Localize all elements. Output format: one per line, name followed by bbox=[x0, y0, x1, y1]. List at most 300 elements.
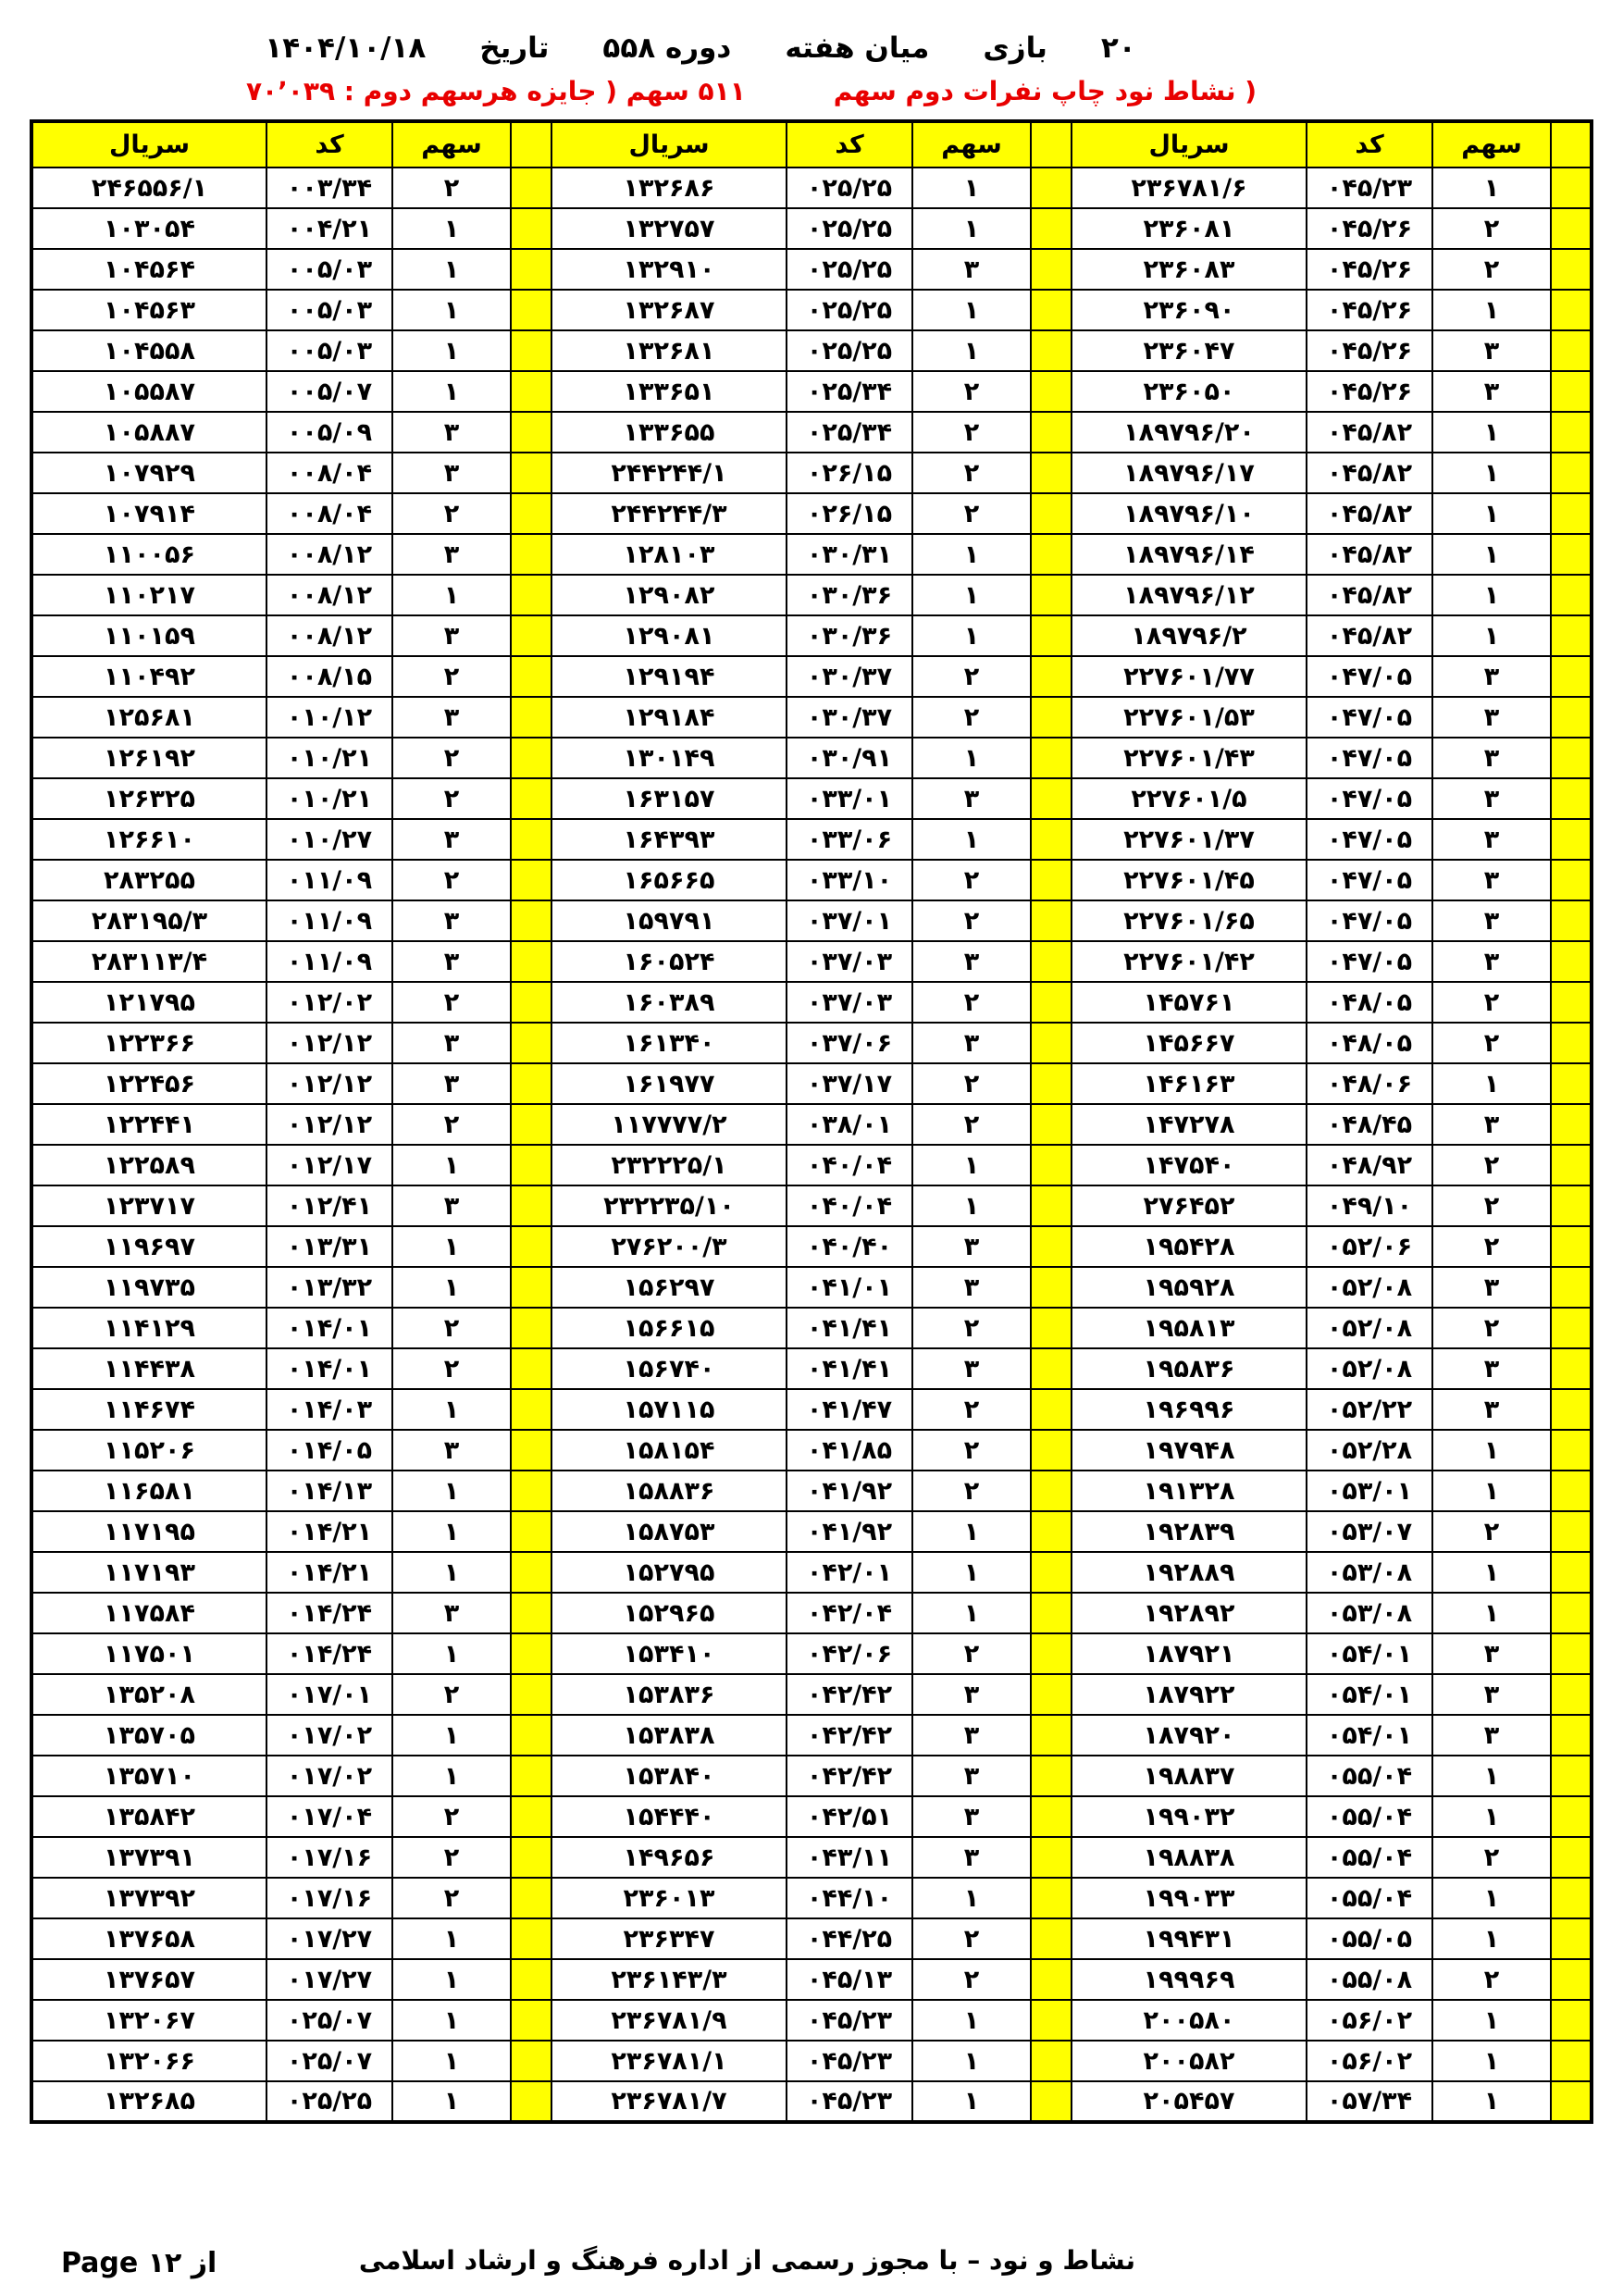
share-cell: ۲ bbox=[392, 1878, 511, 1918]
serial-cell: ۱۱۷۱۹۳ bbox=[31, 1552, 266, 1593]
serial-cell: ۲۲۷۶۰۱/۴۵ bbox=[1072, 860, 1307, 900]
round-number: دوره ۵۵۸ bbox=[602, 31, 732, 65]
code-cell: ۰۴۰/۰۴ bbox=[787, 1185, 912, 1226]
share-cell: ۱ bbox=[392, 1959, 511, 2000]
highlight-cell bbox=[511, 1959, 551, 2000]
table-row bbox=[31, 819, 1592, 860]
highlight-cell bbox=[511, 941, 551, 982]
serial-cell: ۱۱۴۱۲۹ bbox=[31, 1308, 266, 1348]
highlight-cell bbox=[511, 1104, 551, 1145]
serial-cell: ۱۶۴۳۹۳ bbox=[551, 819, 787, 860]
serial-cell: ۱۵۳۴۱۰ bbox=[551, 1633, 787, 1674]
code-cell: ۰۱۲/۱۲ bbox=[266, 1023, 392, 1063]
code-cell: ۰۰۵/۰۷ bbox=[266, 371, 392, 412]
serial-cell: ۱۶۱۹۷۷ bbox=[551, 1063, 787, 1104]
code-cell: ۰۴۰/۴۰ bbox=[787, 1226, 912, 1267]
code-cell: ۰۴۵/۲۶ bbox=[1307, 330, 1432, 371]
share-cell: ۱ bbox=[392, 2081, 511, 2122]
code-cell: ۰۱۷/۱۶ bbox=[266, 1837, 392, 1878]
highlight-cell bbox=[1031, 1715, 1072, 1756]
highlight-cell bbox=[511, 1430, 551, 1471]
code-cell: ۰۲۵/۲۵ bbox=[787, 208, 912, 249]
highlight-cell bbox=[1031, 1552, 1072, 1593]
serial-cell: ۱۲۹۰۸۱ bbox=[551, 615, 787, 656]
serial-cell: ۱۲۲۴۴۱ bbox=[31, 1104, 266, 1145]
highlight-cell bbox=[1551, 1389, 1592, 1430]
share-cell: ۱ bbox=[1432, 1918, 1551, 1959]
highlight-cell bbox=[1031, 941, 1072, 982]
table-row bbox=[31, 2081, 1592, 2122]
serial-cell: ۱۰۳۰۵۴ bbox=[31, 208, 266, 249]
share-cell: ۱ bbox=[912, 330, 1031, 371]
highlight-cell bbox=[1551, 2041, 1592, 2081]
highlight-cell bbox=[1031, 1918, 1072, 1959]
highlight-cell bbox=[511, 534, 551, 575]
serial-cell: ۱۳۲۷۵۷ bbox=[551, 208, 787, 249]
share-cell: ۲ bbox=[912, 493, 1031, 534]
code-cell: ۰۴۵/۸۲ bbox=[1307, 453, 1432, 493]
highlight-cell bbox=[1551, 168, 1592, 208]
code-cell: ۰۱۴/۲۴ bbox=[266, 1633, 392, 1674]
code-cell: ۰۵۵/۰۴ bbox=[1307, 1796, 1432, 1837]
serial-cell: ۲۸۳۲۵۵ bbox=[31, 860, 266, 900]
code-cell: ۰۲۵/۲۵ bbox=[787, 168, 912, 208]
share-cell: ۱ bbox=[1432, 575, 1551, 615]
highlight-cell bbox=[511, 1878, 551, 1918]
serial-cell: ۲۳۶۰۸۱ bbox=[1072, 208, 1307, 249]
code-cell: ۰۳۰/۳۶ bbox=[787, 615, 912, 656]
share-cell: ۳ bbox=[1432, 738, 1551, 778]
code-cell: ۰۵۲/۰۸ bbox=[1307, 1308, 1432, 1348]
highlight-cell bbox=[511, 1593, 551, 1633]
serial-cell: ۱۱۴۴۳۸ bbox=[31, 1348, 266, 1389]
code-cell: ۰۴۵/۸۲ bbox=[1307, 615, 1432, 656]
table-row bbox=[31, 493, 1592, 534]
subtitle-right-text: ( نشاط نود چاپ نفرات دوم سهم bbox=[833, 76, 1258, 106]
code-cell: ۰۴۷/۰۵ bbox=[1307, 941, 1432, 982]
highlight-cell bbox=[511, 778, 551, 819]
share-cell: ۲ bbox=[912, 860, 1031, 900]
header-serial: سریال bbox=[551, 121, 787, 168]
serial-cell: ۱۵۴۴۴۰ bbox=[551, 1796, 787, 1837]
code-cell: ۰۱۷/۲۷ bbox=[266, 1918, 392, 1959]
code-cell: ۰۲۵/۲۵ bbox=[266, 2081, 392, 2122]
share-cell: ۲ bbox=[392, 860, 511, 900]
code-cell: ۰۳۸/۰۱ bbox=[787, 1104, 912, 1145]
code-cell: ۰۳۰/۳۷ bbox=[787, 656, 912, 697]
code-cell: ۰۲۵/۳۴ bbox=[787, 412, 912, 453]
code-cell: ۰۰۸/۱۲ bbox=[266, 534, 392, 575]
share-cell: ۱ bbox=[1432, 2081, 1551, 2122]
code-cell: ۰۴۷/۰۵ bbox=[1307, 738, 1432, 778]
share-cell: ۳ bbox=[1432, 941, 1551, 982]
highlight-cell bbox=[511, 738, 551, 778]
serial-cell: ۱۳۲۹۱۰ bbox=[551, 249, 787, 290]
share-cell: ۳ bbox=[392, 819, 511, 860]
serial-cell: ۲۳۶۰۱۳ bbox=[551, 1878, 787, 1918]
table-row bbox=[31, 1063, 1592, 1104]
code-cell: ۰۳۳/۰۱ bbox=[787, 778, 912, 819]
code-cell: ۰۴۷/۰۵ bbox=[1307, 819, 1432, 860]
share-cell: ۱ bbox=[912, 168, 1031, 208]
code-cell: ۰۴۲/۰۱ bbox=[787, 1552, 912, 1593]
serial-cell: ۲۳۶۰۴۷ bbox=[1072, 330, 1307, 371]
code-cell: ۰۴۵/۱۳ bbox=[787, 1959, 912, 2000]
code-cell: ۰۳۷/۰۳ bbox=[787, 941, 912, 982]
serial-cell: ۱۱۹۶۹۷ bbox=[31, 1226, 266, 1267]
share-cell: ۱ bbox=[1432, 2000, 1551, 2041]
share-cell: ۱ bbox=[392, 1389, 511, 1430]
serial-cell: ۱۵۶۲۹۷ bbox=[551, 1267, 787, 1308]
share-cell: ۲ bbox=[392, 493, 511, 534]
share-cell: ۳ bbox=[1432, 819, 1551, 860]
share-cell: ۱ bbox=[912, 615, 1031, 656]
page-footer bbox=[0, 2237, 1623, 2279]
code-cell: ۰۴۵/۲۳ bbox=[1307, 168, 1432, 208]
date-value: ۱۴۰۴/۱۰/۱۸ bbox=[265, 31, 427, 65]
share-cell: ۲ bbox=[912, 1633, 1031, 1674]
table-row bbox=[31, 1674, 1592, 1715]
highlight-cell bbox=[1551, 1063, 1592, 1104]
serial-cell: ۱۵۶۶۱۵ bbox=[551, 1308, 787, 1348]
serial-cell: ۱۸۷۹۲۲ bbox=[1072, 1674, 1307, 1715]
highlight-cell bbox=[1551, 1430, 1592, 1471]
highlight-cell bbox=[1031, 1267, 1072, 1308]
serial-cell: ۲۳۶۷۸۱/۹ bbox=[551, 2000, 787, 2041]
serial-cell: ۱۴۵۷۶۱ bbox=[1072, 982, 1307, 1023]
code-cell: ۰۴۸/۴۵ bbox=[1307, 1104, 1432, 1145]
table-row bbox=[31, 1023, 1592, 1063]
highlight-cell bbox=[1031, 1308, 1072, 1348]
code-cell: ۰۱۲/۴۱ bbox=[266, 1185, 392, 1226]
code-cell: ۰۵۲/۲۸ bbox=[1307, 1430, 1432, 1471]
highlight-cell bbox=[511, 656, 551, 697]
highlight-cell bbox=[1031, 1348, 1072, 1389]
code-cell: ۰۴۷/۰۵ bbox=[1307, 656, 1432, 697]
share-cell: ۲ bbox=[912, 412, 1031, 453]
code-cell: ۰۰۸/۱۵ bbox=[266, 656, 392, 697]
code-cell: ۰۵۳/۰۸ bbox=[1307, 1593, 1432, 1633]
table-row bbox=[31, 1226, 1592, 1267]
share-cell: ۱ bbox=[1432, 615, 1551, 656]
license-text: نشاط و نود – با مجوز رسمی از اداره فرهنگ و ارشاد اسلامی bbox=[358, 2245, 1135, 2276]
share-cell: ۱ bbox=[392, 1226, 511, 1267]
serial-cell: ۲۳۶۰۸۳ bbox=[1072, 249, 1307, 290]
highlight-cell bbox=[1551, 1837, 1592, 1878]
highlight-cell bbox=[1031, 1756, 1072, 1796]
share-cell: ۱ bbox=[1432, 534, 1551, 575]
page-indicator: از Page ۱۲ bbox=[61, 2247, 217, 2279]
serial-cell: ۲۰۵۴۵۷ bbox=[1072, 2081, 1307, 2122]
code-cell: ۰۱۴/۰۳ bbox=[266, 1389, 392, 1430]
share-cell: ۳ bbox=[912, 1715, 1031, 1756]
highlight-cell bbox=[1551, 1756, 1592, 1796]
serial-cell: ۱۳۰۱۴۹ bbox=[551, 738, 787, 778]
highlight-cell bbox=[1031, 1226, 1072, 1267]
share-cell: ۲ bbox=[392, 168, 511, 208]
share-cell: ۱ bbox=[392, 249, 511, 290]
table-row bbox=[31, 1796, 1592, 1837]
share-cell: ۱ bbox=[912, 1145, 1031, 1185]
code-cell: ۰۰۸/۰۴ bbox=[266, 453, 392, 493]
table-row bbox=[31, 900, 1592, 941]
highlight-cell bbox=[1551, 1471, 1592, 1511]
highlight-cell bbox=[1551, 2081, 1592, 2122]
serial-cell: ۱۲۹۱۸۴ bbox=[551, 697, 787, 738]
share-cell: ۱ bbox=[392, 290, 511, 330]
highlight-cell bbox=[511, 1348, 551, 1389]
share-cell: ۱ bbox=[1432, 1471, 1551, 1511]
highlight-cell bbox=[1551, 819, 1592, 860]
header-row bbox=[31, 121, 1592, 168]
highlight-cell bbox=[511, 330, 551, 371]
table-row bbox=[31, 1308, 1592, 1348]
serial-cell: ۱۱۶۵۸۱ bbox=[31, 1471, 266, 1511]
header-code: کد bbox=[266, 121, 392, 168]
highlight-cell bbox=[1031, 1063, 1072, 1104]
share-cell: ۳ bbox=[392, 1593, 511, 1633]
serial-cell: ۱۸۹۷۹۶/۱۰ bbox=[1072, 493, 1307, 534]
serial-cell: ۱۵۶۷۴۰ bbox=[551, 1348, 787, 1389]
share-cell: ۱ bbox=[392, 1145, 511, 1185]
code-cell: ۰۴۲/۰۴ bbox=[787, 1593, 912, 1633]
code-cell: ۰۱۱/۰۹ bbox=[266, 900, 392, 941]
share-cell: ۳ bbox=[1432, 1104, 1551, 1145]
share-cell: ۱ bbox=[912, 575, 1031, 615]
highlight-cell bbox=[1551, 1023, 1592, 1063]
highlight-cell bbox=[1031, 1430, 1072, 1471]
code-cell: ۰۴۲/۴۲ bbox=[787, 1674, 912, 1715]
code-cell: ۰۱۰/۲۱ bbox=[266, 738, 392, 778]
serial-cell: ۱۳۵۸۴۲ bbox=[31, 1796, 266, 1837]
page-title bbox=[0, 31, 1512, 65]
serial-cell: ۱۸۹۷۹۶/۲۰ bbox=[1072, 412, 1307, 453]
highlight-cell bbox=[1031, 330, 1072, 371]
code-cell: ۰۱۷/۰۲ bbox=[266, 1756, 392, 1796]
code-cell: ۰۳۳/۰۶ bbox=[787, 819, 912, 860]
table-row bbox=[31, 412, 1592, 453]
serial-cell: ۱۲۶۱۹۲ bbox=[31, 738, 266, 778]
share-cell: ۲ bbox=[1432, 1226, 1551, 1267]
table-row bbox=[31, 1633, 1592, 1674]
highlight-cell bbox=[1551, 1348, 1592, 1389]
share-cell: ۳ bbox=[912, 1348, 1031, 1389]
highlight-cell bbox=[511, 249, 551, 290]
share-cell: ۳ bbox=[912, 1674, 1031, 1715]
serial-cell: ۲۲۷۶۰۱/۷۷ bbox=[1072, 656, 1307, 697]
highlight-cell bbox=[1031, 900, 1072, 941]
share-cell: ۳ bbox=[392, 900, 511, 941]
code-cell: ۰۳۰/۳۶ bbox=[787, 575, 912, 615]
table-row bbox=[31, 1552, 1592, 1593]
share-cell: ۱ bbox=[1432, 168, 1551, 208]
serial-cell: ۱۰۷۹۲۹ bbox=[31, 453, 266, 493]
serial-cell: ۱۸۹۷۹۶/۱۲ bbox=[1072, 575, 1307, 615]
highlight-cell bbox=[511, 2081, 551, 2122]
serial-cell: ۱۲۶۶۱۰ bbox=[31, 819, 266, 860]
highlight-cell bbox=[1031, 1837, 1072, 1878]
highlight-cell bbox=[511, 1145, 551, 1185]
code-cell: ۰۰۸/۰۴ bbox=[266, 493, 392, 534]
highlight-cell bbox=[511, 208, 551, 249]
highlight-cell bbox=[1551, 290, 1592, 330]
serial-cell: ۱۵۳۸۳۶ bbox=[551, 1674, 787, 1715]
share-cell: ۳ bbox=[392, 941, 511, 982]
code-cell: ۰۰۳/۳۴ bbox=[266, 168, 392, 208]
serial-cell: ۱۵۹۷۹۱ bbox=[551, 900, 787, 941]
serial-cell: ۲۸۳۱۱۳/۴ bbox=[31, 941, 266, 982]
serial-cell: ۱۹۵۸۱۳ bbox=[1072, 1308, 1307, 1348]
share-cell: ۲ bbox=[1432, 1511, 1551, 1552]
share-cell: ۱ bbox=[912, 738, 1031, 778]
share-cell: ۲ bbox=[392, 982, 511, 1023]
table-row bbox=[31, 453, 1592, 493]
serial-cell: ۱۳۷۳۹۲ bbox=[31, 1878, 266, 1918]
serial-cell: ۲۲۷۶۰۱/۵ bbox=[1072, 778, 1307, 819]
code-cell: ۰۱۴/۰۵ bbox=[266, 1430, 392, 1471]
highlight-cell bbox=[1031, 453, 1072, 493]
serial-cell: ۱۲۲۴۵۶ bbox=[31, 1063, 266, 1104]
highlight-cell bbox=[1551, 534, 1592, 575]
serial-cell: ۲۳۶۰۵۰ bbox=[1072, 371, 1307, 412]
serial-cell: ۱۰۵۸۸۷ bbox=[31, 412, 266, 453]
highlight-cell bbox=[511, 1756, 551, 1796]
serial-cell: ۱۴۷۲۷۸ bbox=[1072, 1104, 1307, 1145]
code-cell: ۰۵۲/۰۶ bbox=[1307, 1226, 1432, 1267]
highlight-cell bbox=[1551, 860, 1592, 900]
code-cell: ۰۵۵/۰۴ bbox=[1307, 1756, 1432, 1796]
serial-cell: ۱۹۹۰۳۲ bbox=[1072, 1796, 1307, 1837]
code-cell: ۰۴۸/۰۶ bbox=[1307, 1063, 1432, 1104]
table-row bbox=[31, 982, 1592, 1023]
highlight-cell bbox=[1031, 1633, 1072, 1674]
serial-cell: ۱۳۷۶۵۸ bbox=[31, 1918, 266, 1959]
highlight-cell bbox=[511, 371, 551, 412]
code-cell: ۰۱۲/۱۲ bbox=[266, 1104, 392, 1145]
share-cell: ۱ bbox=[392, 1267, 511, 1308]
share-cell: ۲ bbox=[1432, 1837, 1551, 1878]
highlight-cell bbox=[1031, 738, 1072, 778]
code-cell: ۰۵۳/۰۷ bbox=[1307, 1511, 1432, 1552]
highlight-cell bbox=[511, 982, 551, 1023]
share-cell: ۱ bbox=[392, 208, 511, 249]
share-cell: ۲ bbox=[1432, 208, 1551, 249]
share-cell: ۱ bbox=[392, 1471, 511, 1511]
share-cell: ۲ bbox=[912, 1430, 1031, 1471]
highlight-cell bbox=[1551, 249, 1592, 290]
serial-cell: ۲۴۴۲۴۴/۳ bbox=[551, 493, 787, 534]
serial-cell: ۲۳۶۰۹۰ bbox=[1072, 290, 1307, 330]
header-highlight-cell bbox=[1551, 121, 1592, 168]
share-cell: ۱ bbox=[392, 1552, 511, 1593]
share-cell: ۱ bbox=[392, 2000, 511, 2041]
highlight-cell bbox=[1031, 697, 1072, 738]
code-cell: ۰۳۷/۰۶ bbox=[787, 1023, 912, 1063]
share-cell: ۳ bbox=[1432, 697, 1551, 738]
share-cell: ۲ bbox=[912, 453, 1031, 493]
share-cell: ۳ bbox=[392, 697, 511, 738]
highlight-cell bbox=[511, 1471, 551, 1511]
highlight-cell bbox=[511, 1674, 551, 1715]
serial-cell: ۱۰۷۹۱۴ bbox=[31, 493, 266, 534]
highlight-cell bbox=[1031, 1511, 1072, 1552]
code-cell: ۰۱۴/۲۴ bbox=[266, 1593, 392, 1633]
share-cell: ۳ bbox=[1432, 860, 1551, 900]
code-cell: ۰۱۳/۳۲ bbox=[266, 1267, 392, 1308]
serial-cell: ۱۹۵۸۳۶ bbox=[1072, 1348, 1307, 1389]
serial-cell: ۱۳۲۶۸۷ bbox=[551, 290, 787, 330]
highlight-cell bbox=[1551, 493, 1592, 534]
highlight-cell bbox=[1551, 778, 1592, 819]
highlight-cell bbox=[1551, 1796, 1592, 1837]
serial-cell: ۱۲۵۶۸۱ bbox=[31, 697, 266, 738]
highlight-cell bbox=[511, 453, 551, 493]
highlight-cell bbox=[1031, 1023, 1072, 1063]
table-row bbox=[31, 615, 1592, 656]
share-cell: ۳ bbox=[1432, 900, 1551, 941]
table-row bbox=[31, 738, 1592, 778]
code-cell: ۰۳۰/۳۷ bbox=[787, 697, 912, 738]
serial-cell: ۱۵۲۹۶۵ bbox=[551, 1593, 787, 1633]
highlight-cell bbox=[1551, 1145, 1592, 1185]
serial-cell: ۱۹۲۸۸۹ bbox=[1072, 1552, 1307, 1593]
table-row bbox=[31, 330, 1592, 371]
code-cell: ۰۵۴/۰۱ bbox=[1307, 1674, 1432, 1715]
highlight-cell bbox=[1551, 1185, 1592, 1226]
serial-cell: ۱۸۷۹۲۱ bbox=[1072, 1633, 1307, 1674]
share-cell: ۲ bbox=[392, 1348, 511, 1389]
share-cell: ۳ bbox=[912, 249, 1031, 290]
table-row bbox=[31, 371, 1592, 412]
code-cell: ۰۴۸/۹۲ bbox=[1307, 1145, 1432, 1185]
highlight-cell bbox=[511, 2041, 551, 2081]
share-cell: ۱ bbox=[1432, 1756, 1551, 1796]
highlight-cell bbox=[511, 1267, 551, 1308]
serial-cell: ۱۹۶۹۹۶ bbox=[1072, 1389, 1307, 1430]
serial-cell: ۱۵۸۱۵۴ bbox=[551, 1430, 787, 1471]
highlight-cell bbox=[1031, 1185, 1072, 1226]
highlight-cell bbox=[1031, 819, 1072, 860]
share-cell: ۱ bbox=[392, 371, 511, 412]
serial-cell: ۱۳۲۰۶۷ bbox=[31, 2000, 266, 2041]
share-cell: ۱ bbox=[912, 2000, 1031, 2041]
share-cell: ۲ bbox=[912, 656, 1031, 697]
serial-cell: ۱۸۷۹۲۰ bbox=[1072, 1715, 1307, 1756]
share-cell: ۱ bbox=[912, 819, 1031, 860]
code-cell: ۰۳۰/۹۱ bbox=[787, 738, 912, 778]
share-cell: ۲ bbox=[392, 1308, 511, 1348]
highlight-cell bbox=[1551, 900, 1592, 941]
code-cell: ۰۱۲/۱۷ bbox=[266, 1145, 392, 1185]
serial-cell: ۲۲۷۶۰۱/۶۵ bbox=[1072, 900, 1307, 941]
results-table bbox=[30, 119, 1593, 2124]
share-cell: ۱ bbox=[912, 1878, 1031, 1918]
serial-cell: ۱۱۷۷۷۷/۲ bbox=[551, 1104, 787, 1145]
table-row bbox=[31, 778, 1592, 819]
table-row bbox=[31, 2000, 1592, 2041]
code-cell: ۰۴۱/۹۲ bbox=[787, 1471, 912, 1511]
share-cell: ۲ bbox=[1432, 1145, 1551, 1185]
code-cell: ۰۴۰/۰۴ bbox=[787, 1145, 912, 1185]
code-cell: ۰۵۴/۰۱ bbox=[1307, 1633, 1432, 1674]
serial-cell: ۱۱۰۴۹۲ bbox=[31, 656, 266, 697]
share-cell: ۳ bbox=[912, 941, 1031, 982]
highlight-cell bbox=[1551, 1104, 1592, 1145]
code-cell: ۰۰۵/۰۹ bbox=[266, 412, 392, 453]
serial-cell: ۱۱۷۵۰۱ bbox=[31, 1633, 266, 1674]
code-cell: ۰۱۱/۰۹ bbox=[266, 941, 392, 982]
serial-cell: ۱۳۵۲۰۸ bbox=[31, 1674, 266, 1715]
